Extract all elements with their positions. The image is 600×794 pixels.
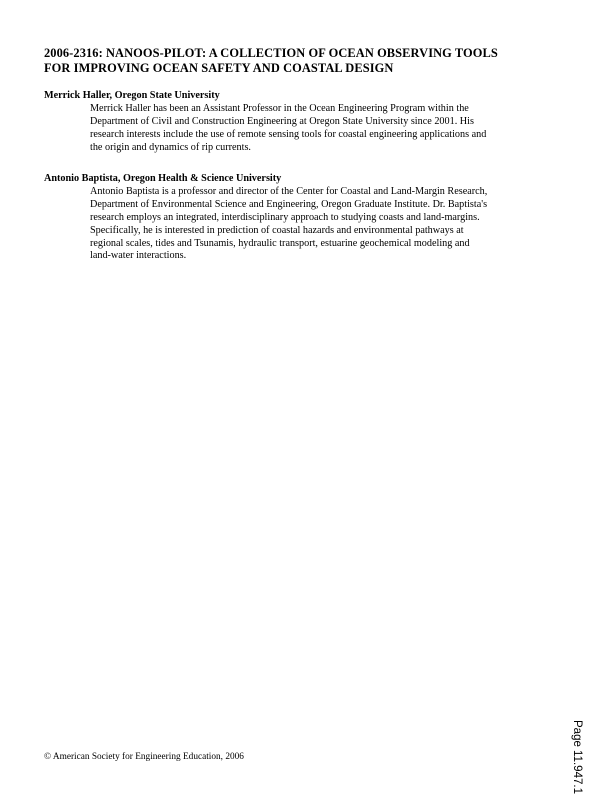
bio-line: Merrick Haller has been an Assistant Professor in the Ocean Engineering Program within the [90,102,469,114]
bio-line: Specifically, he is interested in prediction of coastal hazards and environmental pathways at [90,224,464,236]
bio-line: Antonio Baptista is a professor and director of the Center for Coastal and Land-Margin Research, [90,185,488,197]
title-line: FOR IMPROVING OCEAN SAFETY AND COASTAL DESIGN [44,61,394,75]
author-name: Antonio Baptista, Oregon Health & Science University [44,173,282,184]
bio-line: regional scales, tides and Tsunamis, hydraulic transport, estuarine geochemical modeling and [90,237,470,249]
paper-title [44,46,564,76]
bio-line: Department of Environmental Science and Engineering, Oregon Graduate Institute. Dr. Baptista's [90,198,488,210]
bio-line: the origin and dynamics of rip currents. [90,141,251,153]
author-bio [44,186,564,263]
bio-line: Department of Civil and Construction Engineering at Oregon State University since 2001. His [90,115,474,127]
author-section [44,90,564,155]
bio-line: land-water interactions. [90,250,187,262]
bio-line: research employs an integrated, interdisciplinary approach to studying coasts and land-margins. [90,211,480,223]
page-number: Page 11.947.1 [571,720,583,794]
author-section [44,173,564,263]
copyright-footer: © American Society for Engineering Education, 2006 [44,752,244,762]
author-name: Merrick Haller, Oregon State University [44,90,220,101]
author-bio [44,103,564,155]
title-line: 2006-2316: NANOOS-PILOT: A COLLECTION OF OCEAN OBSERVING TOOLS [44,46,498,60]
bio-line: research interests include the use of remote sensing tools for coastal engineering applications and [90,128,487,140]
